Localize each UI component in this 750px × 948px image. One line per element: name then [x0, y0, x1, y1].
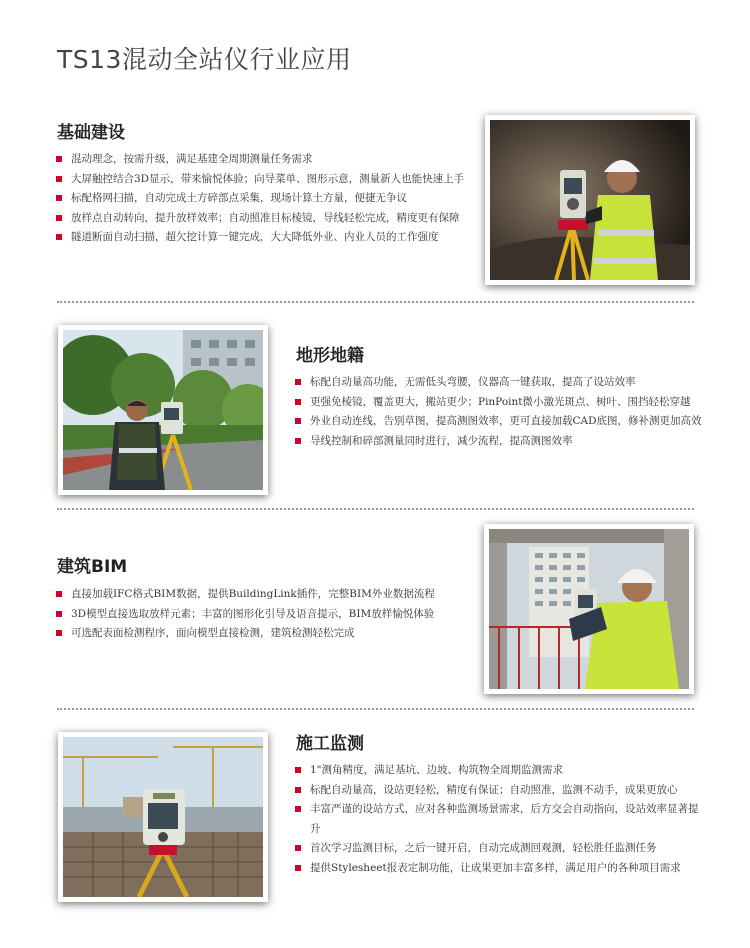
tunnel-surveyor-photo — [485, 115, 695, 285]
page-title: TS13混动全站仪行业应用 — [57, 45, 352, 74]
divider — [57, 508, 694, 510]
bullet-square-icon — [295, 767, 301, 773]
park-surveyor-photo — [58, 325, 268, 495]
bullet-square-icon — [56, 195, 62, 201]
building-surveyor-photo — [484, 524, 694, 694]
bullet-square-icon — [295, 399, 301, 405]
list-item: 1"测角精度，满足基坑、边坡、构筑物全周期监测需求 — [294, 761, 704, 781]
construction-monitoring-photo — [58, 732, 268, 902]
list-item: 3D模型直接选取放样元素；丰富的图形化引导及语音提示，BIM放样愉悦体验 — [55, 605, 465, 625]
section-title-monitoring: 施工监测 — [296, 734, 364, 754]
bullet-square-icon — [56, 591, 62, 597]
bullet-square-icon — [56, 234, 62, 240]
bullet-square-icon — [56, 611, 62, 617]
section-title-bim: 建筑BIM — [57, 557, 128, 577]
bullet-square-icon — [56, 215, 62, 221]
bullet-square-icon — [56, 156, 62, 162]
divider — [57, 708, 694, 710]
list-item: 标配自动量高，设站更轻松，精度有保证；自动照准，监测不动手，成果更放心 — [294, 781, 704, 801]
bullet-square-icon — [295, 438, 301, 444]
list-item: 丰富严谨的设站方式，应对各种监测场景需求，后方交会自动指向，设站效率显著提升 — [294, 800, 704, 839]
section-title-infrastructure: 基础建设 — [57, 123, 125, 143]
list-item: 隧道断面自动扫描，超欠挖计算一键完成，大大降低外业、内业人员的工作强度 — [55, 228, 465, 248]
bullet-list-topography — [294, 373, 704, 451]
list-item: 标配格网扫描，自动完成土方碎部点采集，现场计算土方量，便捷无争议 — [55, 189, 465, 209]
bullet-square-icon — [295, 806, 301, 812]
list-item: 可选配表面检测程序，面向模型直接检测，建筑检测轻松完成 — [55, 624, 465, 644]
section-title-topography: 地形地籍 — [296, 346, 364, 366]
list-item: 放样点自动转向，提升放样效率；自动照准目标棱镜，导线轻松完成，精度更有保障 — [55, 209, 465, 229]
list-item: 首次学习监测目标，之后一键开启，自动完成测回观测，轻松胜任监测任务 — [294, 839, 704, 859]
bullet-square-icon — [295, 379, 301, 385]
bullet-list-infrastructure — [55, 150, 465, 248]
list-item: 大屏触控结合3D显示，带来愉悦体验；向导菜单、图形示意，测量新人也能快速上手 — [55, 170, 465, 190]
bullet-square-icon — [295, 865, 301, 871]
list-item: 提供Stylesheet报表定制功能，让成果更加丰富多样，满足用户的各种项目需求 — [294, 859, 704, 879]
list-item: 导线控制和碎部测量同时进行，减少流程，提高测图效率 — [294, 432, 704, 452]
bullet-square-icon — [295, 418, 301, 424]
bullet-list-monitoring — [294, 761, 704, 878]
bullet-list-bim — [55, 585, 465, 644]
divider — [57, 301, 694, 303]
bullet-square-icon — [56, 630, 62, 636]
bullet-square-icon — [295, 787, 301, 793]
list-item: 外业自动连线，告别草图，提高测图效率，更可直接加载CAD底图，修补测更加高效 — [294, 412, 704, 432]
bullet-square-icon — [56, 176, 62, 182]
list-item: 更强免棱镜，覆盖更大，搬站更少；PinPoint微小激光斑点、树叶、围挡轻松穿越 — [294, 393, 704, 413]
list-item: 标配自动量高功能，无需低头弯腰，仪器高一键获取，提高了设站效率 — [294, 373, 704, 393]
list-item: 直接加载IFC格式BIM数据，提供BuildingLink插件，完整BIM外业数据流程 — [55, 585, 465, 605]
list-item: 混动理念，按需升级，满足基建全周期测量任务需求 — [55, 150, 465, 170]
bullet-square-icon — [295, 845, 301, 851]
